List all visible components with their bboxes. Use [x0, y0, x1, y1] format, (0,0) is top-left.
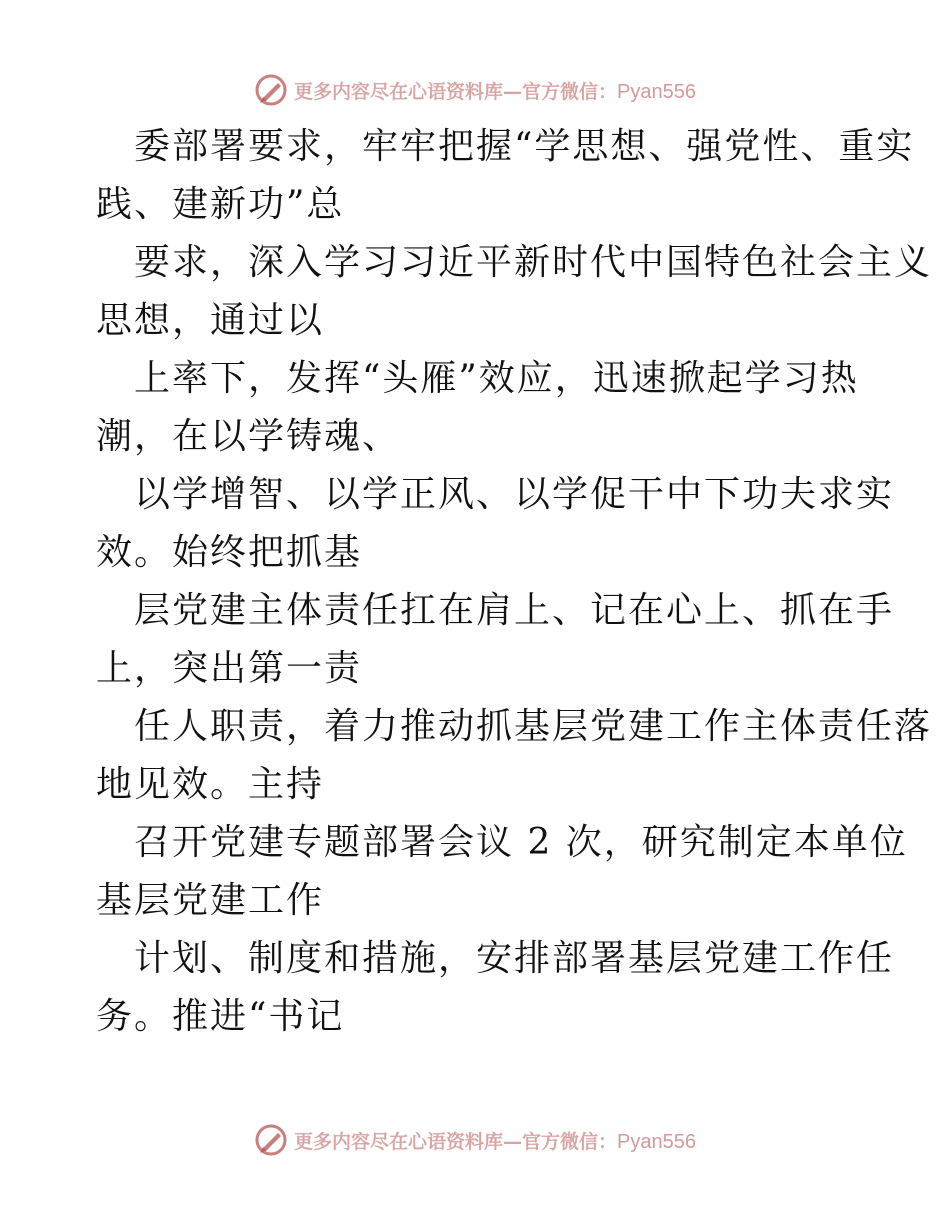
header-watermark	[0, 70, 950, 110]
text-line: 委部署要求，牢牢把握“学思想、强党性、重实	[134, 126, 915, 167]
header-watermark-text: 更多内容尽在心语资料库—官方微信：Pyan556	[294, 80, 696, 103]
pen-logo-icon	[254, 1123, 288, 1157]
text-line: 任人职责，着力推动抓基层党建工作主体责任落	[134, 706, 933, 747]
text-line: 思想，通过以	[96, 300, 325, 341]
pen-logo-icon	[254, 73, 288, 107]
document-body	[96, 118, 933, 1046]
text-line: 基层党建工作	[96, 880, 325, 921]
text-line: 效。始终把抓基	[96, 532, 363, 573]
text-line: 地见效。主持	[96, 764, 325, 805]
footer-watermark-text: 更多内容尽在心语资料库—官方微信：Pyan556	[294, 1130, 696, 1153]
text-line: 以学增智、以学正风、以学促干中下功夫求实	[134, 474, 895, 515]
text-line: 计划、制度和措施，安排部署基层党建工作任	[134, 938, 895, 979]
text-line: 务。推进“书记	[96, 996, 345, 1037]
text-line: 上，突出第一责	[96, 648, 363, 689]
text-line: 上率下，发挥“头雁”效应，迅速掀起学习热	[134, 358, 859, 399]
footer-watermark	[0, 1120, 950, 1160]
text-line: 潮，在以学铸魂、	[96, 416, 401, 457]
text-line: 召开党建专题部署会议 2 次，研究制定本单位	[134, 822, 908, 863]
text-line: 践、建新功”总	[96, 184, 345, 225]
text-line: 要求，深入学习习近平新时代中国特色社会主义	[134, 242, 933, 283]
text-line: 层党建主体责任扛在肩上、记在心上、抓在手	[134, 590, 895, 631]
